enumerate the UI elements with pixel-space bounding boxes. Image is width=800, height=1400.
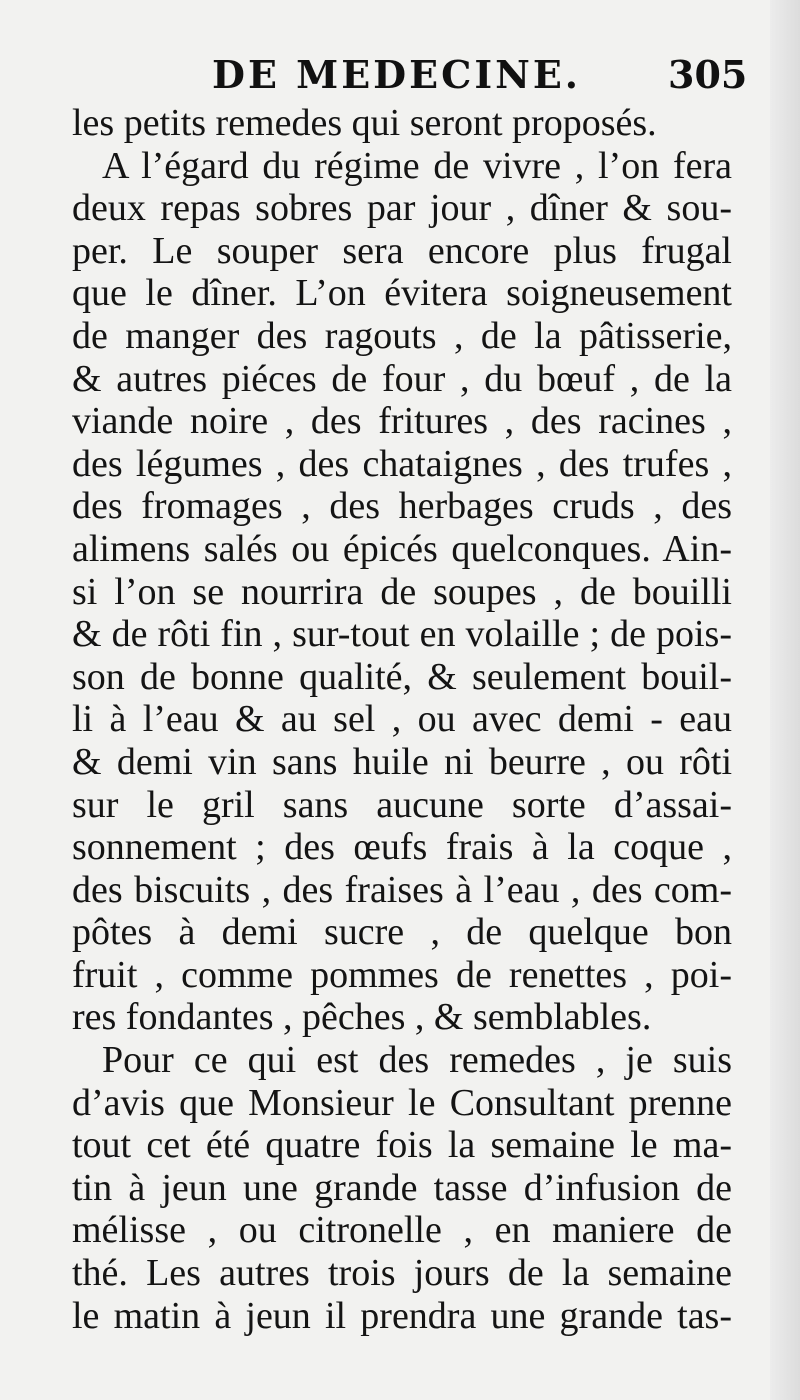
page-edge [770, 0, 800, 1400]
text-line: mélisse , ou citronelle , en maniere de [72, 1209, 732, 1252]
page-number: 305 [668, 52, 748, 97]
text-line: son de bonne qualité, & seulement bouil- [72, 655, 732, 698]
text-line: sur le gril sans aucune sorte d’assai- [72, 783, 732, 826]
text-line: & autres piéces de four , du bœuf , de la [72, 357, 732, 400]
text-line: fruit , comme pommes de renettes , poi- [72, 953, 732, 996]
text-line: deux repas sobres par jour , dîner & sou- [72, 187, 732, 230]
text-line: li à l’eau & au sel , ou avec demi - eau [72, 698, 732, 741]
text-line: tin à jeun une grande tasse d’infusion de [72, 1166, 732, 1209]
text-line: Pour ce qui est des remedes , je suis [102, 1039, 732, 1082]
text-line: A l’égard du régime de vivre , l’on fera [102, 144, 732, 187]
text-line: que le dîner. L’on évitera soigneusement [72, 272, 732, 315]
running-head: DE MEDECINE. [212, 52, 582, 97]
text-line: sonnement ; des œufs frais à la coque , [72, 826, 732, 869]
text-line: des biscuits , des fraises à l’eau , des com- [72, 868, 732, 911]
body-text [72, 102, 732, 1337]
text-line: & de rôti fin , sur-tout en volaille ; de pois- [72, 613, 732, 656]
text-line: des fromages , des herbages cruds , des [72, 485, 732, 528]
text-line: des légumes , des chataignes , des trufes , [72, 442, 732, 485]
page-header [0, 52, 800, 104]
text-line: & demi vin sans huile ni beurre , ou rôti [72, 740, 732, 783]
text-line: per. Le souper sera encore plus frugal [72, 229, 732, 272]
text-line: alimens salés ou épicés quelconques. Ain- [72, 527, 732, 570]
text-line: thé. Les autres trois jours de la semaine [72, 1252, 732, 1295]
text-line: d’avis que Monsieur le Consultant prenne [72, 1081, 732, 1124]
text-line: si l’on se nourrira de soupes , de bouilli [72, 570, 732, 613]
text-line: res fondantes , pêches , & semblables. [72, 996, 652, 1039]
text-line: les petits remedes qui seront proposés. [72, 102, 657, 144]
text-line: tout cet été quatre fois la semaine le ma- [72, 1124, 732, 1167]
text-line: pôtes à demi sucre , de quelque bon [72, 911, 732, 954]
text-line: de manger des ragouts , de la pâtisserie, [72, 314, 732, 357]
text-line: viande noire , des fritures , des racines , [72, 400, 732, 443]
text-line: le matin à jeun il prendra une grande tas- [72, 1294, 732, 1337]
